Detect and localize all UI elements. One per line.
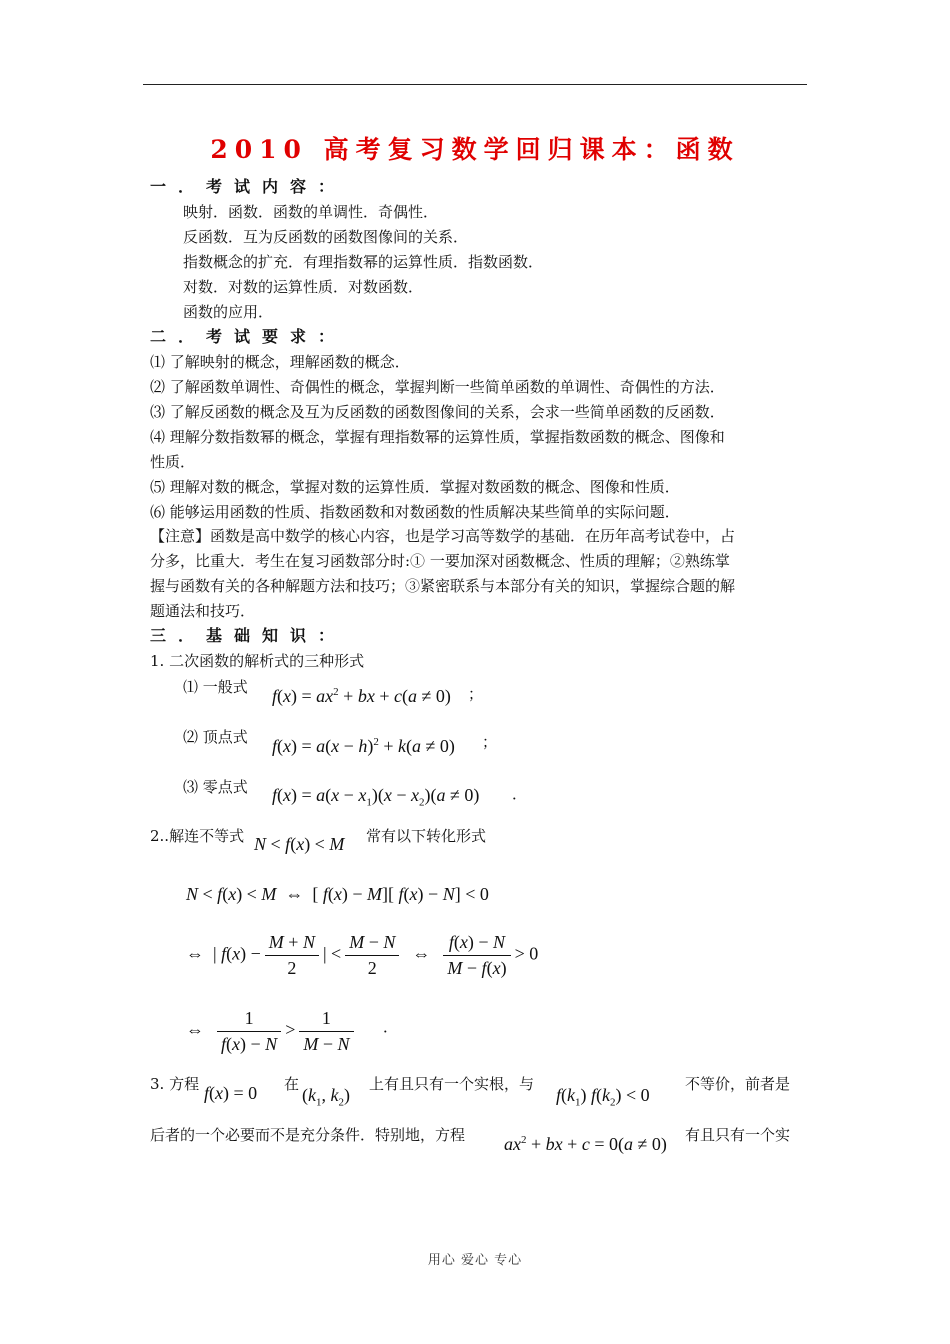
note-line: 【注意】函数是高中数学的核心内容，也是学习高等数学的基础．在历年高考试卷中，占 [150,527,736,545]
item3-text: 3. 方程 [150,1075,200,1093]
formula-ineq: N < f(x) < M [254,834,345,854]
form-vertex-label: ⑵ 顶点式 [183,728,248,746]
note-line: 握与函数有关的各种解题方法和技巧；③紧密联系与本部分有关的知识，掌握综合题的解 [150,577,736,595]
header-rule [143,84,807,85]
formula-product: $f(k_1) f(k_2) < 0$ [556,1085,650,1109]
formula-eq-zero: f(x) = 0 [204,1083,258,1103]
section1-item: 反函数．互为反函数的函数图像间的关系． [183,228,469,246]
form-zero-label: ⑶ 零点式 [183,778,248,796]
section1-item: 指数概念的扩充．有理指数幂的运算性质．指数函数． [183,253,544,271]
item2-suffix: 常有以下转化形式 [366,827,487,845]
formula-quadratic: $ax^2$ + bx + c = 0(a ≠ 0) [504,1134,667,1154]
item2-end: ． [383,1018,399,1036]
item3-text: 后者的一个必要而不是充分条件．特别地，方程 [150,1126,466,1144]
page-footer: 用心 爱心 专心 [427,1253,523,1268]
formula-equiv-2: ⇔ | f(x) − $\frac{M + N}{2}$ | < $\frac{M - N}{2}$ ⇔ $\frac{f(x) - N}{M - f(x)}$ > 0 [186,932,539,978]
formula-general: $f(x) = ax^2$ + bx + c(a ≠ 0) [272,686,451,706]
page-title: 2010 高考复习数学回归课本：函数 [210,135,740,164]
section2-item: ⑵ 了解函数单调性、奇偶性的概念，掌握判断一些简单函数的单调性、奇偶性的方法． [150,378,725,396]
note-line: 分多，比重大．考生在复习函数部分时:① 一要加深对函数概念、性质的理解；②熟练掌 [150,552,730,570]
item2-prefix: 2..解连不等式 [150,827,245,845]
form-general-label: ⑴ 一般式 [183,678,248,696]
form-zero-suffix: ． [512,785,528,803]
form-general-suffix: ； [468,685,484,703]
section3-heading: 三．基础知识： [150,626,347,645]
section2-heading: 二．考试要求： [150,327,347,346]
item3-text: 不等价，前者是 [685,1075,791,1093]
note-line: 题通法和技巧． [150,602,256,620]
section1-item: 映射．函数．函数的单调性．奇偶性． [183,203,439,221]
form-vertex-suffix: ； [482,733,498,751]
section1-heading: 一．考试内容： [150,177,347,196]
item3-text: 有且只有一个实 [685,1126,791,1144]
item1-title: 1. 二次函数的解析式的三种形式 [150,652,365,670]
section1-item: 对数．对数的运算性质．对数函数． [183,278,424,296]
section2-item: ⑹ 能够运用函数的性质、指数函数和对数函数的性质解决某些简单的实际问题． [150,503,680,521]
section2-item: ⑴ 了解映射的概念，理解函数的概念． [150,353,410,371]
formula-vertex: $f(x) = a(x - h)^2 + k(a \ne 0)$ [272,736,455,756]
formula-equiv-3: ⇔ $\frac{1}{f(x) - N}$ > $\frac{1}{M - N}$ [186,1008,358,1055]
item3-text: 在 [284,1075,300,1093]
formula-equiv-1: N < f(x) < M ⇔ [ f(x) − M][ f(x) − N] < 0 [186,884,489,904]
item3-text: 上有且只有一个实根，与 [369,1075,535,1093]
formula-zero: $f(x) = a(x - x_1)(x - x_2)(a \ne 0)$ [272,785,480,809]
section2-item: ⑷ 理解分数指数幂的概念，掌握有理指数幂的运算性质，掌握指数函数的概念、图像和 [150,428,725,446]
formula-interval: ($k_1$, $k_2$) [302,1085,350,1109]
section2-item: ⑸ 理解对数的概念，掌握对数的运算性质．掌握对数函数的概念、图像和性质． [150,478,680,496]
section2-item: ⑶ 了解反函数的概念及互为反函数的函数图像间的关系，会求一些简单函数的反函数． [150,403,725,421]
section1-item: 函数的应用． [183,303,274,321]
section2-item: 性质． [150,453,196,471]
